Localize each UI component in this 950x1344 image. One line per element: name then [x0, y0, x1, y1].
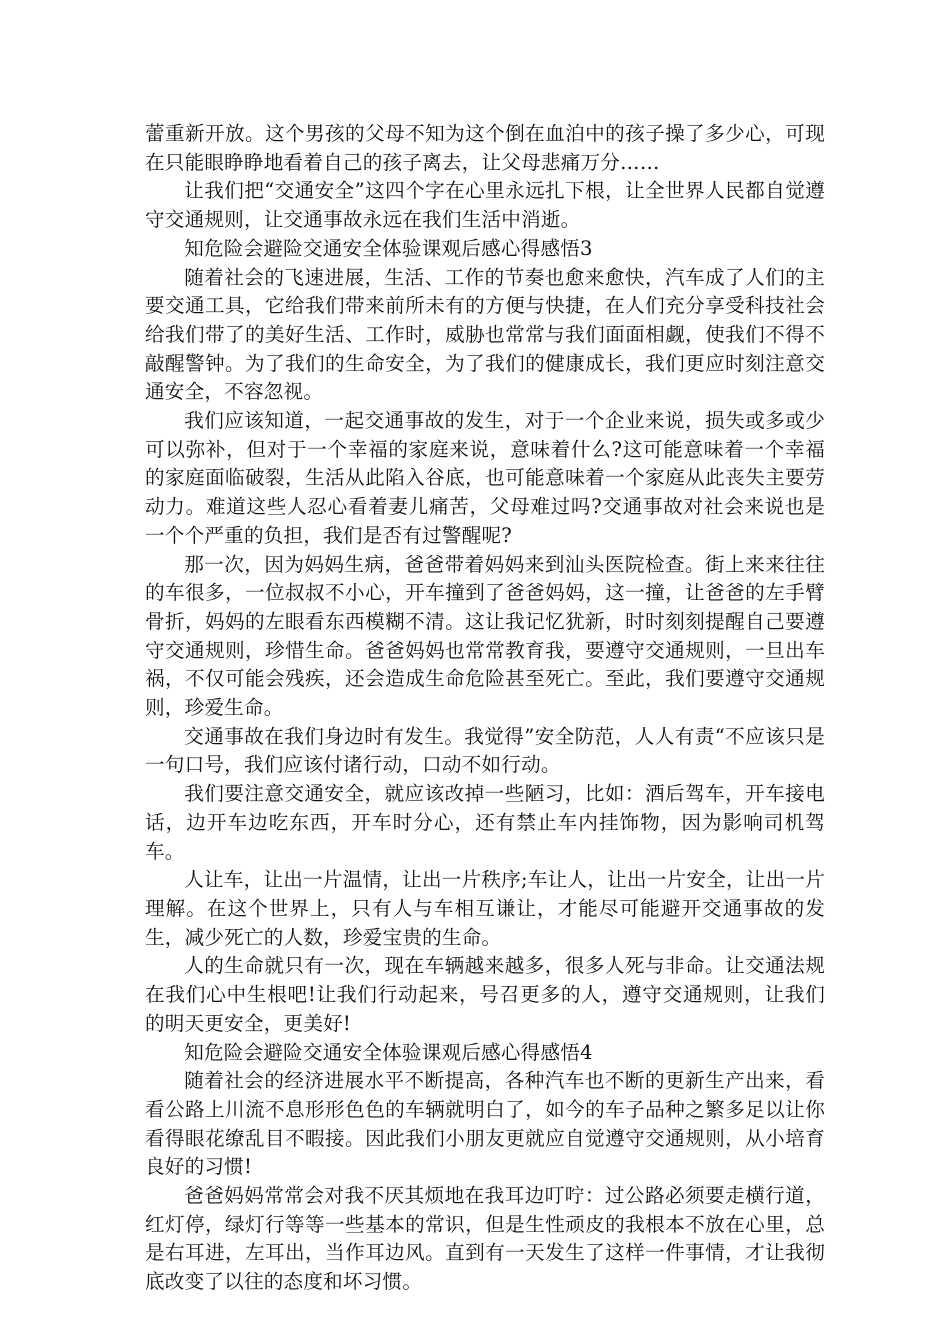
paragraph-10: 随着社会的经济进展水平不断提高，各种汽车也不断的更新生产出来，看看公路上川流不息形形色色的车辆就明白了，如今的车子品种之繁多足以让你看得眼花缭乱目不暇接。因此我们小朋友更就应自觉遵守交通规则，从小培育良好的习惯!: [145, 1069, 825, 1179]
paragraph-9: 人的生命就只有一次，现在车辆越来越多，很多人死与非命。让交通法规在我们心中生根吧!让我们行动起来，号召更多的人，遵守交通规则，让我们的明天更安全，更美好!: [145, 954, 825, 1035]
paragraph-5: 那一次，因为妈妈生病，爸爸带着妈妈来到汕头医院检查。街上来来往往的车很多，一位叔叔不小心，开车撞到了爸爸妈妈，这一撞，让爸爸的左手臂骨折，妈妈的左眼看东西模糊不清。这让我记忆犹新，时时刻刻提醒自己要遵守交通规则，珍惜生命。爸爸妈妈也常常教育我，要遵守交通规则，一旦出车祸，不仅可能会残疾，还会造成生命危险甚至死亡。至此，我们要遵守交通规则，珍爱生命。: [145, 552, 825, 720]
paragraph-2: 让我们把“交通安全”这四个字在心里永远扎下根，让全世界人民都自觉遵守交通规则，让交通事故永远在我们生活中消逝。: [145, 179, 825, 232]
section-heading-3: 知危险会避险交通安全体验课观后感心得感悟3: [184, 236, 593, 260]
paragraph-1: 蕾重新开放。这个男孩的父母不知为这个倒在血泊中的孩子操了多少心，可现在只能眼睁睁地看着自己的孩子离去，让父母悲痛万分……: [145, 122, 825, 174]
paragraph-3: 随着社会的飞速进展，生活、工作的节奏也愈来愈快，汽车成了人们的主要交通工具，它给我们带来前所未有的方便与快捷，在人们充分享受科技社会给我们带了的美好生活、工作时，威胁也常常与我们面面相觑，使我们不得不敲醒警钟。为了我们的生命安全，为了我们的健康成长，我们更应时刻注意交通安全，不容忽视。: [145, 265, 825, 404]
section-heading-4: 知危险会避险交通安全体验课观后感心得感悟4: [184, 1040, 593, 1064]
paragraph-11: 爸爸妈妈常常会对我不厌其烦地在我耳边叮咛：过公路必须要走横行道，红灯停，绿灯行等等一些基本的常识，但是生性顽皮的我根本不放在心里，总是右耳进，左耳出，当作耳边风。直到有一天发生了这样一件事情，才让我彻底改变了以往的态度和坏习惯。: [145, 1184, 825, 1294]
paragraph-4: 我们应该知道，一起交通事故的发生，对于一个企业来说，损失或多或少可以弥补，但对于一个幸福的家庭来说，意味着什么?这可能意味着一个幸福的家庭面临破裂，生活从此陷入谷底，也可能意味着一个家庭从此丧失主要劳动力。难道这些人忍心看着妻儿痛苦，父母难过吗?交通事故对社会来说也是一个个严重的负担，我们是否有过警醒呢?: [145, 409, 825, 547]
paragraph-8: 人让车，让出一片温情，让出一片秩序;车让人，让出一片安全，让出一片理解。在这个世界上，只有人与车相互谦让，才能尽可能避开交通事故的发生，减少死亡的人数，珍爱宝贵的生命。: [145, 868, 825, 949]
paragraph-6: 交通事故在我们身边时有发生。我觉得”安全防范，人人有责“不应该只是一句口号，我们应该付诸行动，口动不如行动。: [145, 724, 825, 777]
paragraph-7: 我们要注意交通安全，就应该改掉一些陋习，比如：酒后驾车，开车接电话，边开车边吃东西，开车时分心，还有禁止车内挂饰物，因为影响司机驾车。: [145, 782, 825, 863]
document-page: [145, 120, 825, 1297]
